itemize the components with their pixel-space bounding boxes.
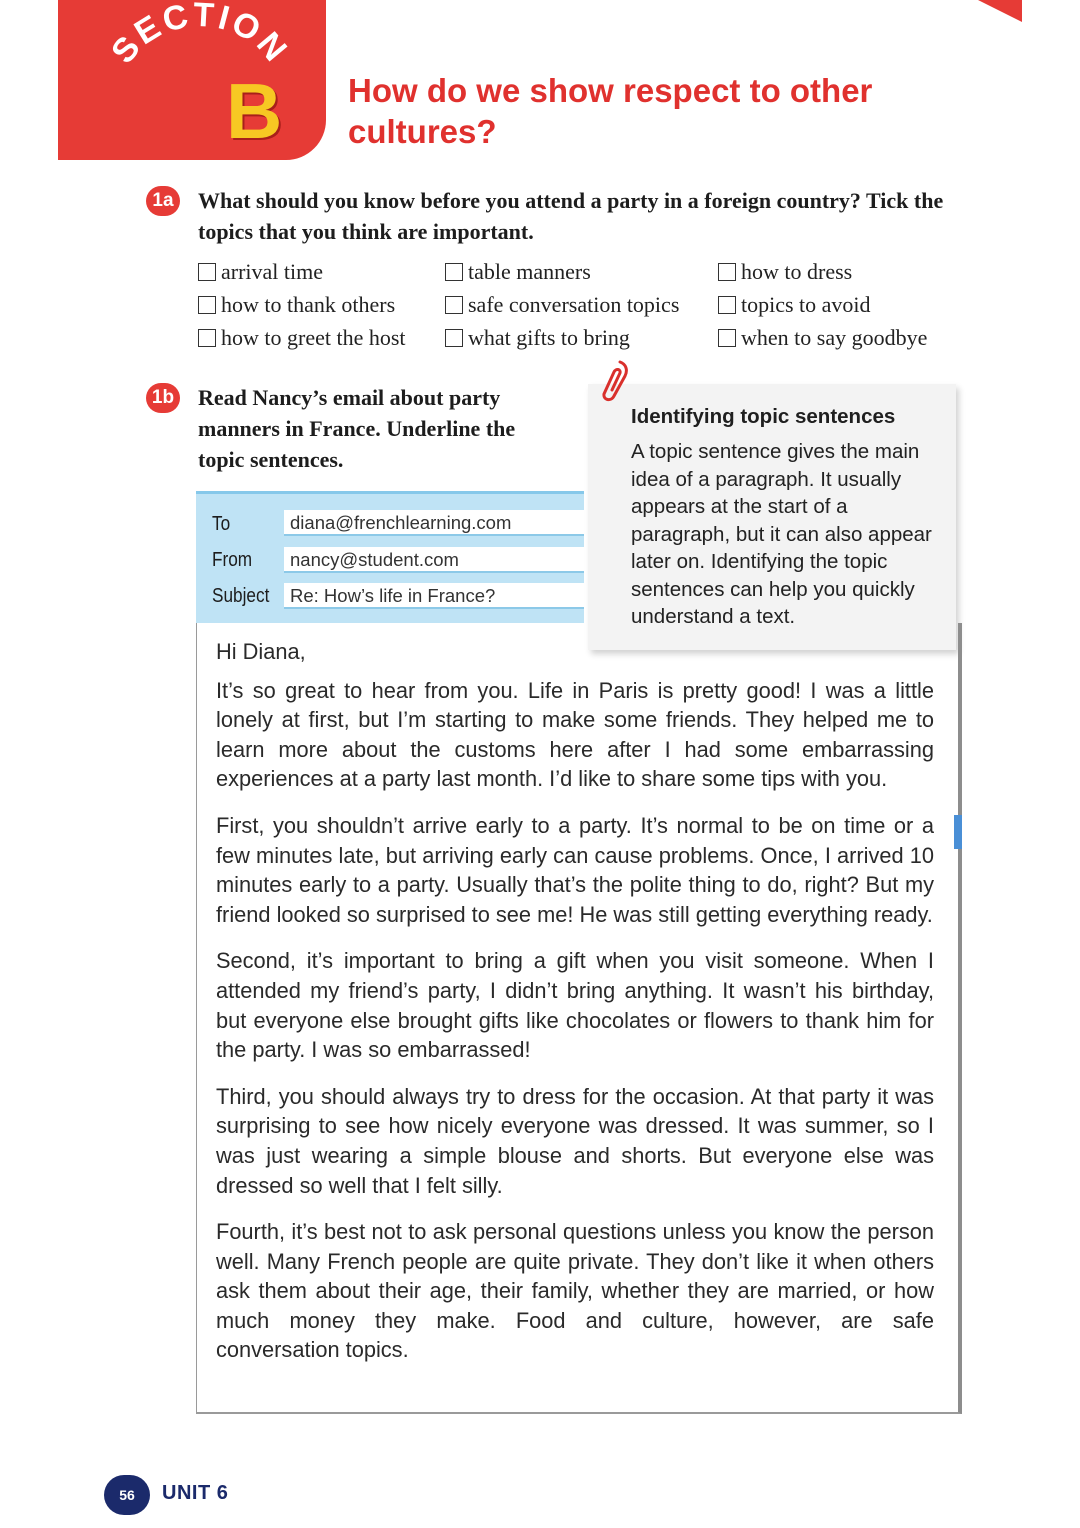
to-field[interactable]: diana@frenchlearning.com xyxy=(284,510,584,536)
exercise-number-1b: 1b xyxy=(146,383,180,413)
email-header xyxy=(196,491,584,623)
email-paragraph: Third, you should always try to dress for the occasion. At that party it was surprising to see how nicely everyone was dressed. It was summer, so I was just wearing a simple blouse and shorts. But everyone else was dressed so well that I felt silly. xyxy=(216,1083,934,1198)
checkbox[interactable] xyxy=(718,263,736,281)
email-paragraph: Fourth, it’s best not to ask personal questions unless you know the person well. Many French people are quite private. They don’t like it when others ask them about their age, their family, whether they are married, or how much money they make. Food and culture, however, are safe conversation topics. xyxy=(216,1219,934,1363)
checklist-item[interactable] xyxy=(198,291,395,319)
checklist-item-label: how to thank others xyxy=(221,292,396,317)
exercise-1b-instruction: Read Nancy’s email about party manners in France. Underline the topic sentences. xyxy=(198,385,516,472)
from-label: From xyxy=(212,549,253,571)
checklist-item-label: what gifts to bring xyxy=(468,325,630,350)
tip-body: A topic sentence gives the main idea of a paragraph. It usually appears at the start of a paragraph, but it can also appear later on. Identifying the topic sentences can help you quickly understand a text. xyxy=(631,440,932,628)
page-number: 56 xyxy=(104,1475,150,1515)
checklist-item-label: when to say goodbye xyxy=(741,325,928,350)
checklist-item[interactable] xyxy=(445,258,591,286)
checklist-item[interactable] xyxy=(445,324,630,352)
email-paragraph: First, you shouldn’t arrive early to a party. It’s normal to be on time or a few minutes late, but arriving early can cause problems. Once, I arrived 10 minutes early to a party. Usually that’s the polite thing to do, right? But my friend looked so surprised to see me! He was still getting everything ready. xyxy=(216,812,934,927)
email-paragraph: It’s so great to hear from you. Life in Paris is pretty good! I was a little lonely at first, but I’m starting to make some friends. They helped me to learn more about the customs here after I had some embarrassing experiences at a party last month. I’d like to share some tips with you. xyxy=(216,677,934,792)
checklist-item[interactable] xyxy=(718,324,927,352)
checklist-item-label: arrival time xyxy=(221,259,324,284)
checklist-item[interactable] xyxy=(718,258,852,286)
checklist-item-label: topics to avoid xyxy=(741,292,871,317)
email-body xyxy=(196,623,962,1414)
checklist-item[interactable] xyxy=(445,291,679,319)
section-badge xyxy=(58,0,326,160)
to-label: To xyxy=(212,513,231,535)
checklist-item-label: how to dress xyxy=(741,259,853,284)
unit-label: UNIT 6 xyxy=(162,1482,229,1504)
checkbox[interactable] xyxy=(198,263,216,281)
tip-box xyxy=(588,384,956,650)
checkbox[interactable] xyxy=(445,296,463,314)
checkbox[interactable] xyxy=(718,329,736,347)
exercise-number-1a: 1a xyxy=(146,186,180,216)
checklist-item[interactable] xyxy=(718,291,871,319)
scrollbar-thumb[interactable] xyxy=(954,815,962,849)
checkbox[interactable] xyxy=(198,296,216,314)
svg-text:SECTION xyxy=(104,0,296,71)
section-letter: B xyxy=(226,67,283,155)
checklist-item-label: how to greet the host xyxy=(221,325,406,350)
paperclip-icon xyxy=(598,356,632,404)
exercise-1a-instruction: What should you know before you attend a party in a foreign country? Tick the topics that you think are important. xyxy=(198,188,944,244)
from-field[interactable]: nancy@student.com xyxy=(284,547,584,573)
checklist-item[interactable] xyxy=(198,258,323,286)
checkbox[interactable] xyxy=(718,296,736,314)
checkbox[interactable] xyxy=(198,329,216,347)
tip-title: Identifying topic sentences xyxy=(631,405,896,428)
checklist-item-label: table manners xyxy=(468,259,591,284)
section-label: SECTION xyxy=(103,0,296,71)
checklist-item-label: safe conversation topics xyxy=(468,292,680,317)
section-arc-text xyxy=(58,0,326,160)
email-paragraph: Second, it’s important to bring a gift when you visit someone. When I attended my friend’s party, I didn’t bring anything. It wasn’t his birthday, but everyone else brought gifts like chocolates or flowers to thank him for the party. I was so embarrassed! xyxy=(216,948,934,1063)
page-title: How do we show respect to other cultures? xyxy=(348,72,873,150)
email-greeting: Hi Diana, xyxy=(216,639,306,664)
corner-tab-icon xyxy=(978,0,1022,22)
subject-field[interactable]: Re: How’s life in France? xyxy=(284,583,584,609)
checkbox[interactable] xyxy=(445,263,463,281)
checklist-item[interactable] xyxy=(198,324,406,352)
checkbox[interactable] xyxy=(445,329,463,347)
subject-label: Subject xyxy=(212,585,270,607)
